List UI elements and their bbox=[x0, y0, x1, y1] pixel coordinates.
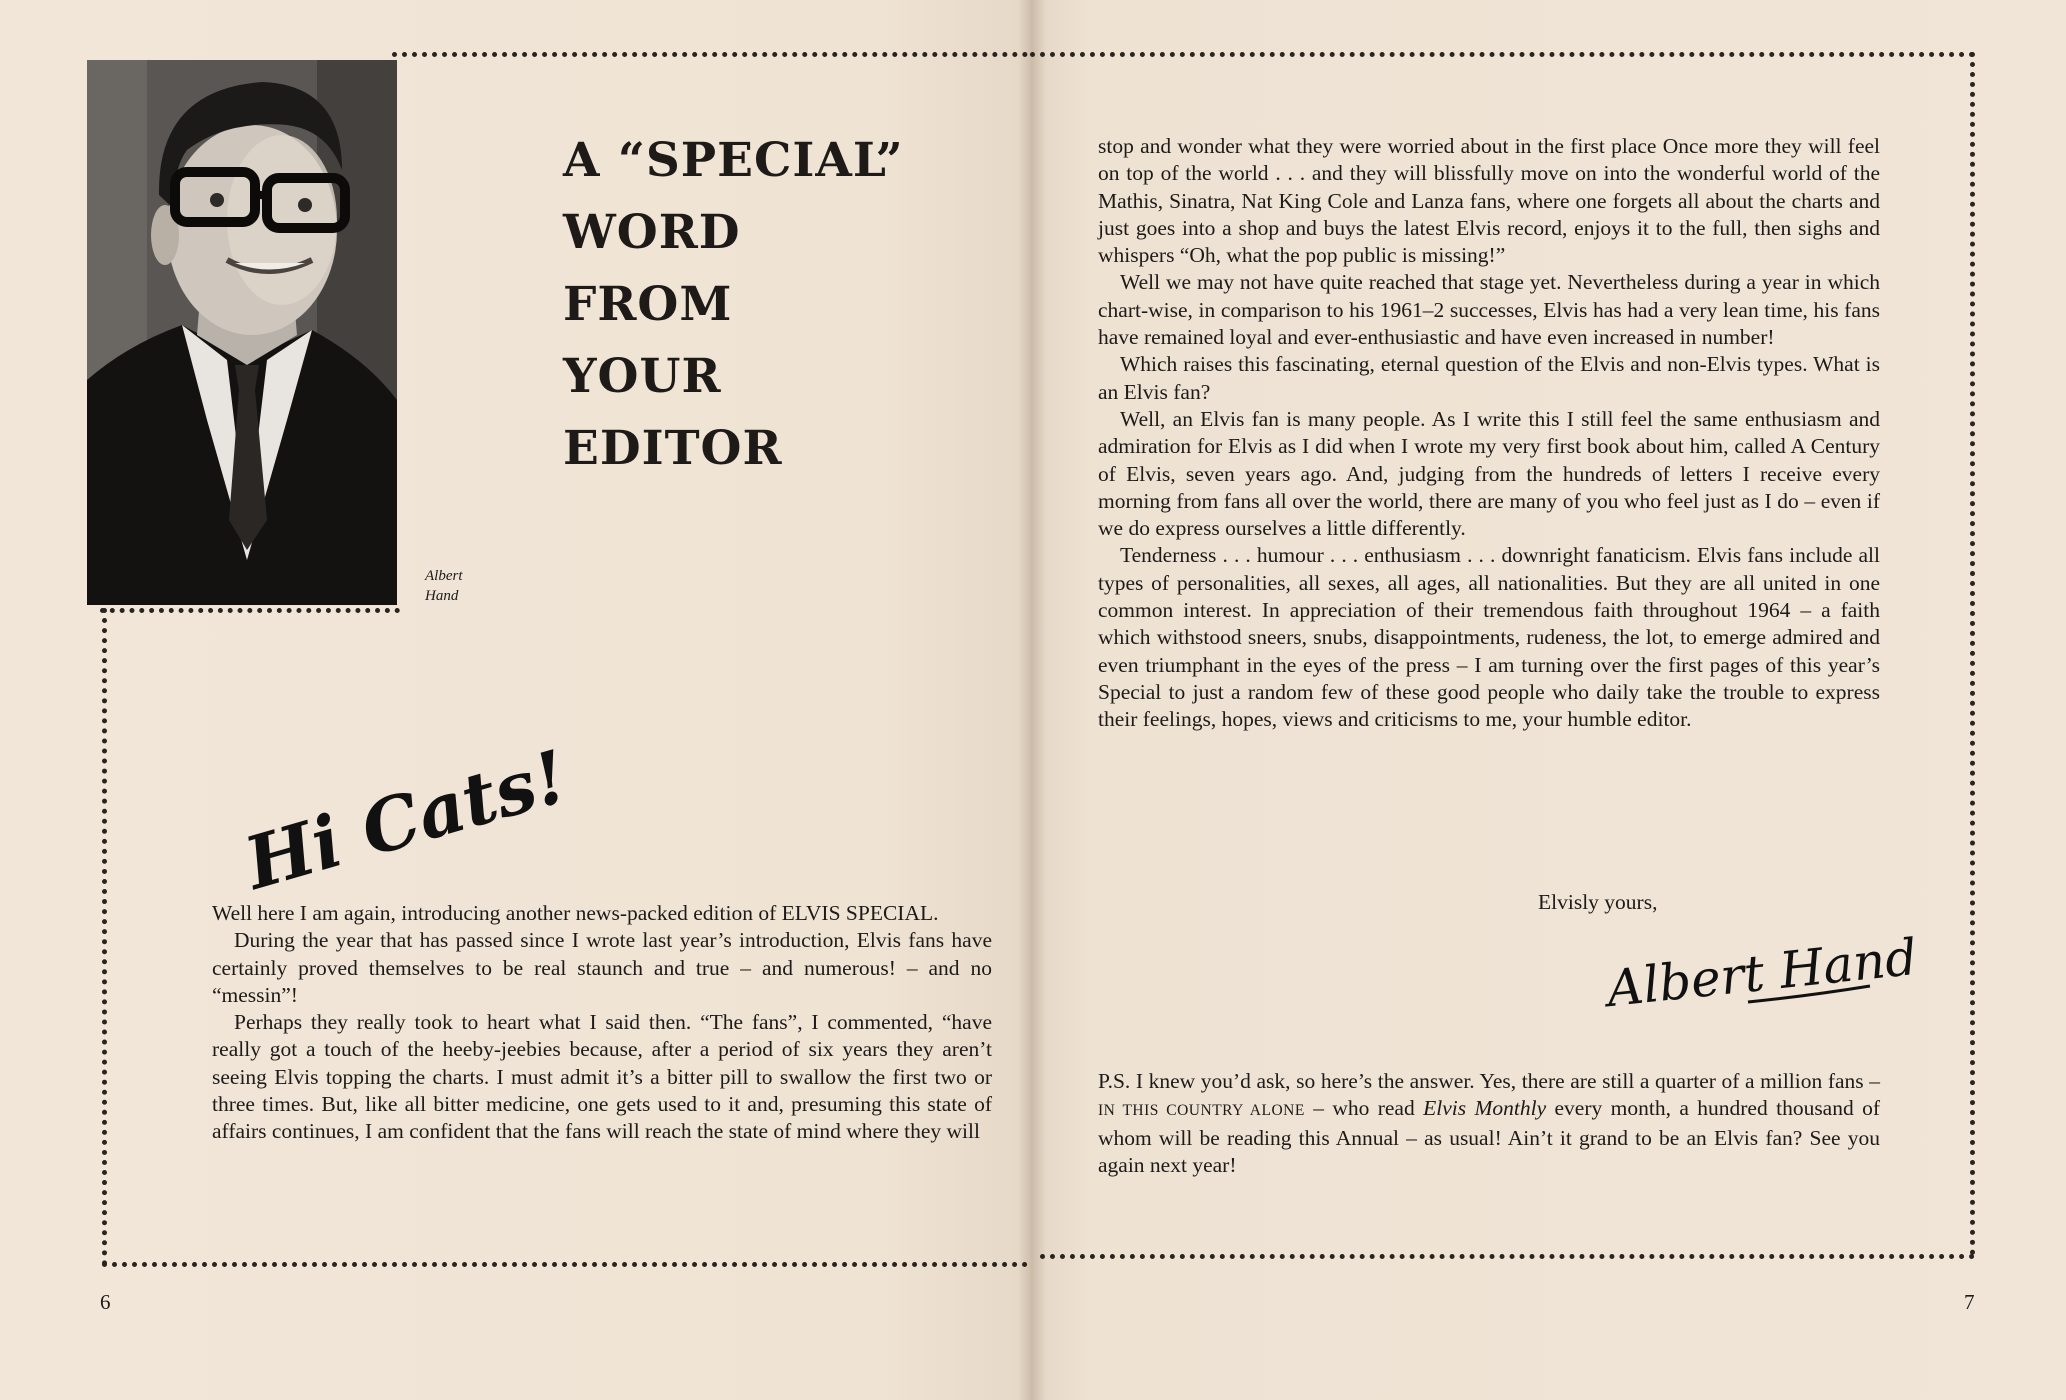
left-body-text bbox=[212, 900, 992, 1146]
right-paragraph-3: Which raises this fascinating, eternal question of the Elvis and non-Elvis types. What is an Elvis fan? bbox=[1098, 352, 1880, 404]
right-paragraph-4: Well, an Elvis fan is many people. As I write this I still feel the same enthusiasm and admiration for Elvis as I did when I wrote my very first book about him, called A Century of Elvis, seven years ago. And, judging from the hundreds of letters I receive every morning from fans all over the world, there are many of you who feel just as I do – even if we do express ourselves a little differently. bbox=[1098, 406, 1880, 541]
ps-paragraph bbox=[1098, 1068, 1880, 1179]
right-border-right bbox=[1970, 52, 1975, 1256]
closing-salutation: Elvisly yours, bbox=[1538, 890, 1658, 914]
ps-title: Elvis Monthly bbox=[1423, 1096, 1547, 1121]
right-border-top bbox=[1030, 52, 1975, 57]
postscript bbox=[1098, 1068, 1880, 1179]
headline-line-3: FROM bbox=[563, 277, 733, 332]
page-headline bbox=[563, 125, 983, 485]
book-gutter bbox=[1018, 0, 1046, 1400]
left-paragraph-2: During the year that has passed since I wrote last year’s introduction, Elvis fans have certainly proved themselves to be real staunch and true – and numerous! – and no “messin”! bbox=[212, 928, 992, 1007]
ps-middle: – who read bbox=[1304, 1096, 1424, 1121]
editor-signature bbox=[1598, 920, 1920, 1020]
right-paragraph-2: Well we may not have quite reached that stage yet. Nevertheless during a year in which chart-wise, in comparison to his 1961–2 successes, Elvis has had a very lean time, his fans have remained loyal and ever-enthusiastic and have even increased in number! bbox=[1098, 270, 1880, 350]
hi-cats-handwriting bbox=[225, 700, 577, 906]
right-border-bottom bbox=[1040, 1254, 1975, 1259]
caption-line-1: Albert bbox=[425, 568, 463, 584]
headline-line-4: YOUR bbox=[563, 349, 722, 404]
caption-line-2: Hand bbox=[425, 588, 459, 604]
left-border-left bbox=[102, 608, 107, 1266]
left-border-mid bbox=[100, 608, 400, 613]
editor-photo bbox=[87, 60, 397, 605]
hi-cats-text: Hi Cats! bbox=[235, 733, 577, 906]
ps-smallcaps: IN THIS COUNTRY ALONE bbox=[1098, 1102, 1305, 1120]
right-body-text bbox=[1098, 133, 1880, 734]
page-number-left: 6 bbox=[100, 1290, 111, 1314]
left-border-bottom bbox=[102, 1262, 1028, 1267]
left-border-top bbox=[392, 52, 1028, 57]
left-paragraph-1: Well here I am again, introducing another news-packed edition of ELVIS SPECIAL. bbox=[212, 901, 939, 925]
headline-line-2: WORD bbox=[563, 205, 741, 260]
headline-line-1: A “SPECIAL” bbox=[563, 133, 904, 188]
left-paragraph-3: Perhaps they really took to heart what I said then. “The fans”, I commented, “have really got a touch of the heeby-jeebies because, after a period of six years they aren’t seeing Elvis topping the charts. I must admit it’s a bitter pill to swallow the first two or three times. But, like all bitter medicine, one gets used to it and, presuming this state of affairs continues, I am confident that the fans will reach the state of mind where they will bbox=[212, 1010, 992, 1144]
signature-text: Albert Hand bbox=[1604, 927, 1920, 1019]
right-paragraph-5: Tenderness . . . humour . . . enthusiasm . . . downright fanaticism. Elvis fans include all types of personalities, all sexes, all ages, all nationalities. But they are all united in one common interest. In appreciation of their tremendous faith throughout 1964 – a faith which withstood sneers, snubs, disappointments, rudeness, the lot, to emerge admired and even triumphant in the eyes of the press – I am turning over the first pages of this year’s Special to just a random few of these good people who daily take the trouble to express their feelings, hopes, views and criticisms to me, your humble editor. bbox=[1098, 543, 1880, 732]
right-paragraph-1: stop and wonder what they were worried about in the first place Once more they will feel on top of the world . . . and they will blissfully move on into the wonderful world of the Mathis, Sinatra, Nat King Cole and Lanza fans, where one forgets all about the charts and just goes into a shop and buys the latest Elvis record, enjoys it to the full, then sighs and whispers “Oh, what the pop public is missing!” bbox=[1098, 134, 1880, 268]
photo-caption bbox=[425, 566, 505, 606]
ps-after: every month, a hundred thousand of whom will be reading this Annual – as usual! Ain’t it grand to be an Elvis fan? See you again next year! bbox=[1098, 1096, 1881, 1177]
headline-line-5: EDITOR bbox=[563, 421, 783, 476]
ps-before: P.S. I knew you’d ask, so here’s the answer. Yes, there are still a quarter of a million fans – bbox=[1098, 1069, 1880, 1093]
page-number-right: 7 bbox=[1964, 1290, 1975, 1314]
